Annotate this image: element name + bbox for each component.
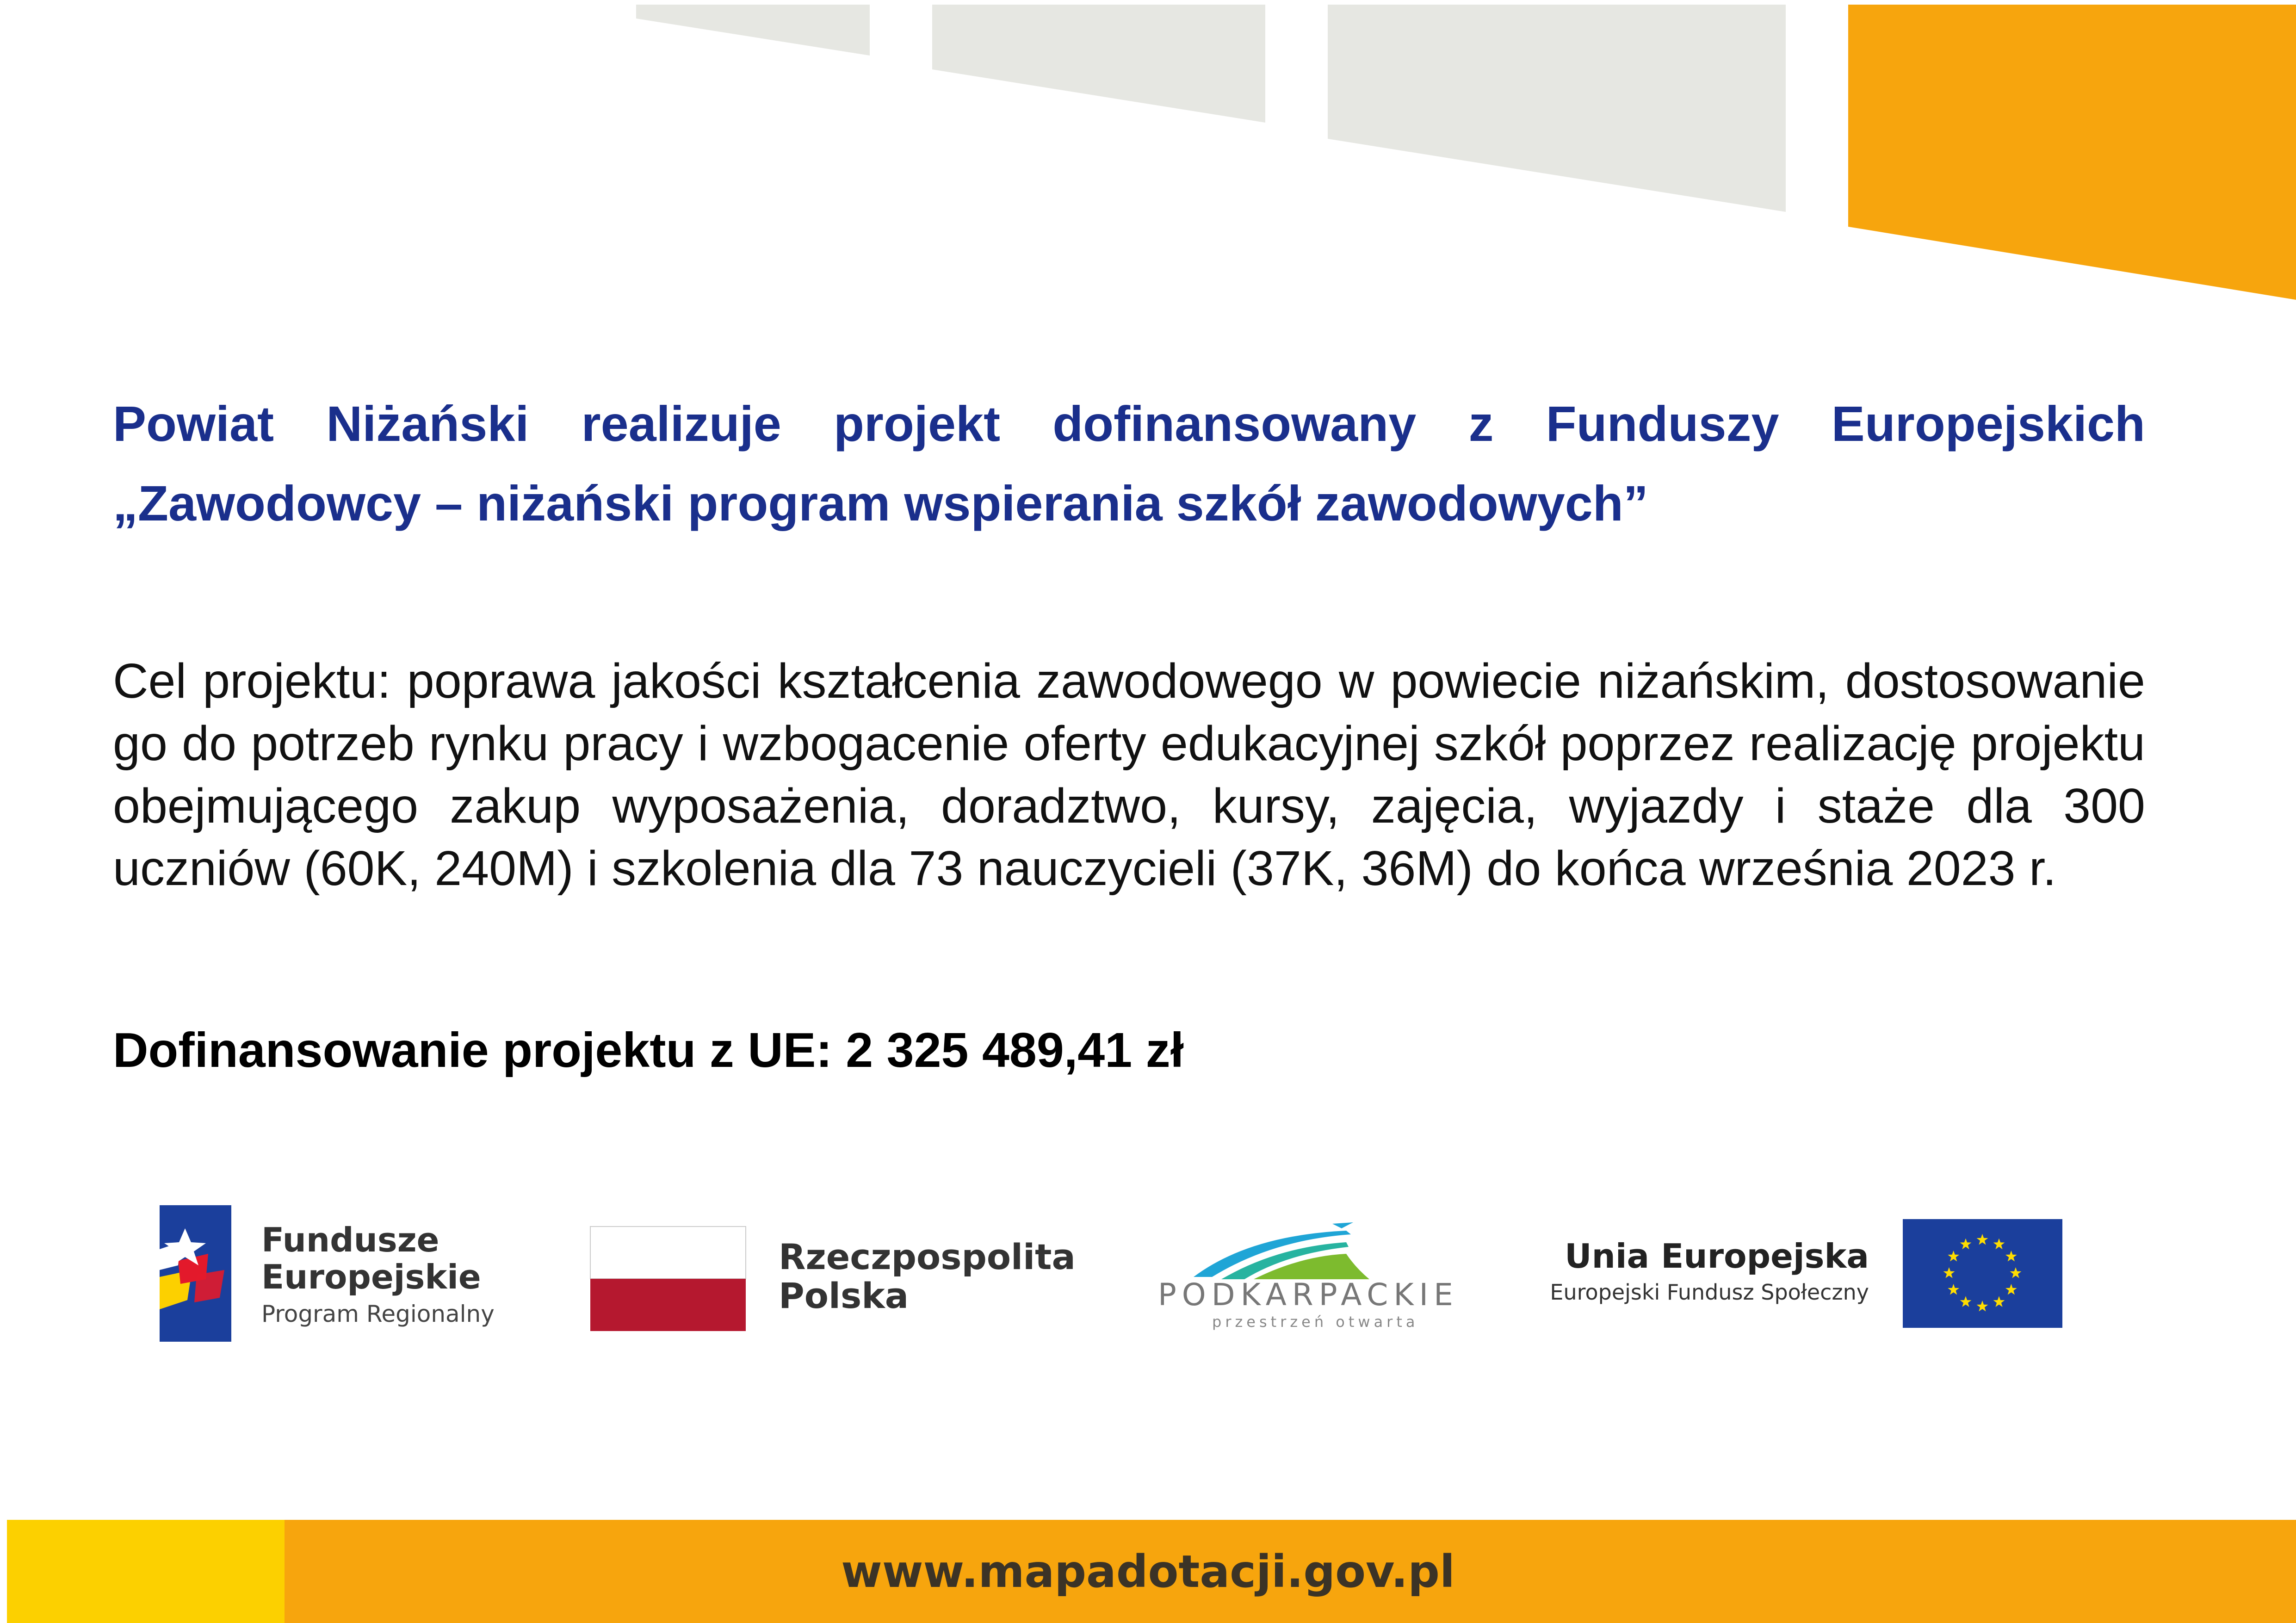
deco-gray-shape-3	[1328, 5, 1786, 212]
deco-orange-shape	[1848, 5, 2296, 300]
fundusze-europejskie-logo-text	[261, 1221, 495, 1332]
rzeczpospolita-polska-logo-text	[779, 1238, 1076, 1315]
deco-gray-shape-2	[932, 5, 1265, 123]
podkarpackie-logo-icon	[1194, 1221, 1369, 1282]
eu-flag-icon	[1903, 1219, 2062, 1328]
deco-gray-shape-1	[636, 5, 870, 56]
project-title	[113, 384, 2145, 543]
unia-europejska-logo-text	[1536, 1236, 1869, 1308]
rp-line-1: Rzeczpospolita	[779, 1236, 1076, 1277]
fe-line-1: Fundusze	[261, 1220, 439, 1259]
title-line-1: Powiat Niżański realizuje projekt dofinansowany z Funduszy Europejskich	[113, 396, 2145, 452]
title-line-2: „Zawodowcy – niżański program wspierania szkół zawodowych”	[113, 475, 1648, 531]
ue-line-1: Unia Europejska	[1565, 1237, 1869, 1276]
header-decoration	[0, 0, 2296, 324]
fe-line-3: Program Regionalny	[261, 1301, 495, 1327]
rp-line-2: Polska	[779, 1275, 909, 1316]
podkarpackie-logo-text: PODKARPACKIE	[1158, 1277, 1459, 1313]
footer-url-link[interactable]: www.mapadotacji.gov.pl	[841, 1545, 1455, 1598]
project-description: Cel projektu: poprawa jakości kształcenia zawodowego w powiecie niżańskim, dostosowanie go do potrzeb rynku pracy i wzbogacenie oferty edukacyjnej szkół poprzez realizację projektu obejmującego zakup wyposażenia, doradztwo, kursy, zajęcia, wyjazdy i staże dla 300 uczniów (60K, 240M) i szkolenia dla 73 nauczycieli (37K, 36M) do końca września 2023 r.	[113, 654, 2145, 896]
funding-amount: Dofinansowanie projektu z UE: 2 325 489,41 zł	[113, 1023, 1184, 1078]
polish-flag-icon	[590, 1226, 747, 1332]
fe-line-2: Europejskie	[261, 1258, 481, 1296]
fundusze-europejskie-logo-icon	[160, 1205, 234, 1344]
podkarpackie-tagline: przestrzeń otwarta	[1212, 1313, 1419, 1331]
ue-line-2: Europejski Fundusz Społeczny	[1550, 1280, 1869, 1305]
